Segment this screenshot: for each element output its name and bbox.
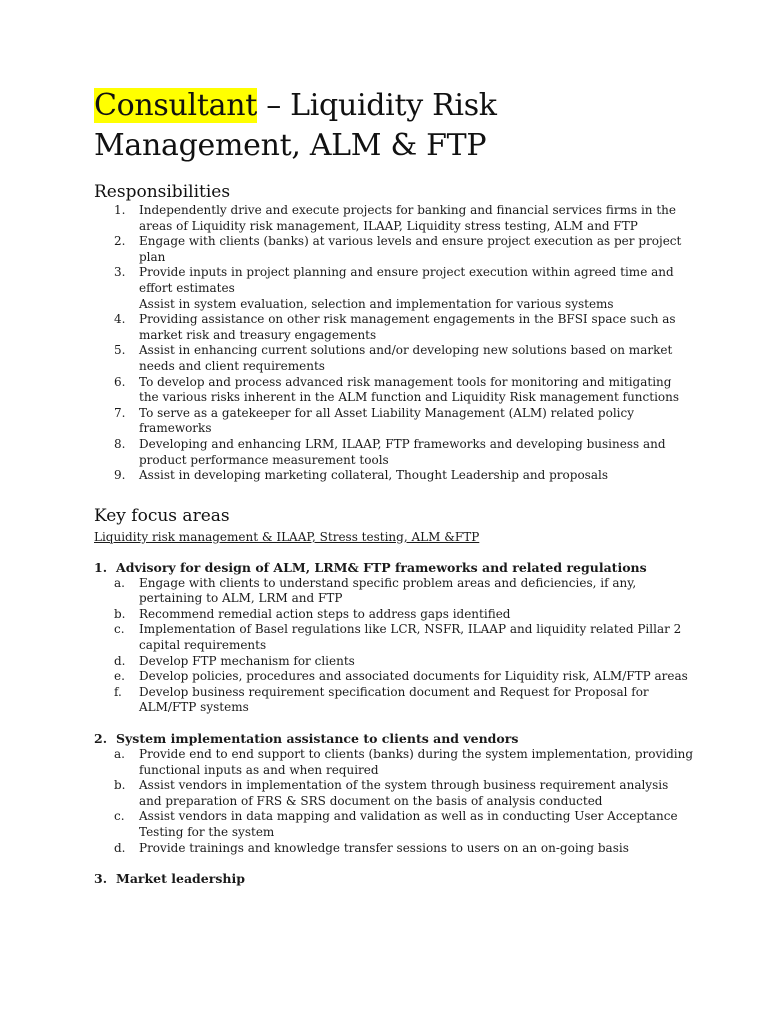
list-item <box>94 809 694 840</box>
list-item-letter: e. <box>114 669 125 684</box>
list-item-letter: a. <box>114 747 125 762</box>
list-item-text: Engage with clients (banks) at various levels and ensure project execution as per project plan <box>139 234 682 264</box>
list-item <box>94 841 694 857</box>
section-title-text: Market leadership <box>116 871 245 887</box>
list-item-text: Assist vendors in data mapping and validation as well as in conducting User Acceptance Testing for the system <box>139 809 678 839</box>
title-highlight: Consultant <box>94 88 257 123</box>
list-item-letter: f. <box>114 684 122 699</box>
list-item <box>94 343 694 374</box>
document-page <box>94 86 694 887</box>
list-item <box>94 622 694 653</box>
list-item-letter: a. <box>114 575 125 590</box>
list-item-letter: c. <box>114 622 125 637</box>
list-item-text: Assist in system evaluation, selection and implementation for various systems <box>139 296 614 311</box>
focus-item-list <box>94 576 694 716</box>
section-number: 1. <box>94 559 108 575</box>
list-item-number: 8. <box>114 436 126 451</box>
list-item-text: Provide inputs in project planning and ensure project execution within agreed time and effort estimates <box>139 265 674 295</box>
title-line1-rest: – Liquidity Risk <box>256 88 497 123</box>
section-number: 3. <box>94 871 108 887</box>
focus-section-title <box>94 559 694 576</box>
responsibilities-list <box>94 203 694 484</box>
list-item-letter: b. <box>114 778 126 793</box>
title-line2: Management, ALM & FTP <box>94 128 487 163</box>
list-item <box>94 654 694 670</box>
list-item-text: To serve as a gatekeeper for all Asset Liability Management (ALM) related policy frameworks <box>139 405 635 436</box>
focus-section <box>94 870 694 887</box>
list-item-number: 1. <box>114 203 126 217</box>
focus-item-list <box>94 747 694 856</box>
list-item-text: Develop policies, procedures and associated documents for Liquidity risk, ALM/FTP areas <box>139 669 688 684</box>
list-item <box>94 576 694 607</box>
list-item-letter: d. <box>114 840 126 855</box>
list-item-text: Develop business requirement specification document and Request for Proposal for ALM/FTP systems <box>139 684 649 715</box>
list-item-letter: c. <box>114 809 125 824</box>
responsibilities-heading: Responsibilities <box>94 182 231 202</box>
page-title <box>94 86 694 166</box>
list-item-number: 6. <box>114 374 126 389</box>
list-item-text: Engage with clients to understand specific problem areas and deficiencies, if any, pertaining to ALM, LRM and FTP <box>139 575 637 606</box>
list-item <box>94 778 694 809</box>
list-item-text: Provide trainings and knowledge transfer sessions to users on an on-going basis <box>139 840 629 855</box>
list-item-text: Providing assistance on other risk management engagements in the BFSI space such as market risk and treasury engagements <box>139 312 676 342</box>
list-item-letter: d. <box>114 653 126 668</box>
list-item <box>94 312 694 343</box>
list-item <box>94 297 694 313</box>
list-item-number: 5. <box>114 343 126 358</box>
list-item-number: 2. <box>114 234 126 249</box>
list-item-text: Developing and enhancing LRM, ILAAP, FTP frameworks and developing business and product performance measurement tools <box>139 436 666 467</box>
focus-section <box>94 559 694 716</box>
list-item <box>94 203 694 234</box>
key-focus-heading: Key focus areas <box>94 505 230 526</box>
list-item <box>94 468 694 484</box>
list-item <box>94 685 694 716</box>
list-item <box>94 234 694 265</box>
list-item-text: Assist in developing marketing collateral, Thought Leadership and proposals <box>139 468 608 483</box>
section-title-text: Advisory for design of ALM, LRM& FTP frameworks and related regulations <box>116 559 647 575</box>
list-item-text: Develop FTP mechanism for clients <box>139 653 355 668</box>
focus-section-title <box>94 870 694 887</box>
list-item-text: To develop and process advanced risk management tools for monitoring and mitigating the various risks inherent in the ALM function and Liquidity Risk management functions <box>139 374 680 405</box>
list-item <box>94 607 694 623</box>
list-item-text: Independently drive and execute projects for banking and financial services firms in the areas of Liquidity risk management, ILAAP, Liquidity stress testing, ALM and FTP <box>139 203 677 233</box>
list-item <box>94 437 694 468</box>
section-title-text: System implementation assistance to clients and vendors <box>116 731 519 747</box>
list-item <box>94 265 694 296</box>
focus-sections <box>94 559 694 888</box>
list-item-number: 3. <box>114 265 126 280</box>
section-number: 2. <box>94 731 108 747</box>
key-focus-subheading: Liquidity risk management & ILAAP, Stress testing, ALM &FTP <box>94 529 480 544</box>
list-item-text: Provide end to end support to clients (banks) during the system implementation, providing functional inputs as and when required <box>139 747 694 777</box>
list-item <box>94 406 694 437</box>
list-item-letter: b. <box>114 606 126 621</box>
list-item-number: 9. <box>114 468 126 483</box>
list-item-number: 4. <box>114 312 126 327</box>
list-item-text: Recommend remedial action steps to address gaps identified <box>139 606 511 621</box>
list-item <box>94 669 694 685</box>
list-item-number: 7. <box>114 405 126 420</box>
list-item-text: Assist in enhancing current solutions and/or developing new solutions based on market needs and client requirements <box>139 343 673 373</box>
list-item-text: Implementation of Basel regulations like LCR, NSFR, ILAAP and liquidity related Pillar 2 capital requirements <box>139 622 682 653</box>
list-item <box>94 747 694 778</box>
focus-section-title <box>94 730 694 747</box>
list-item-text: Assist vendors in implementation of the system through business requirement analysis and preparation of FRS & SRS document on the basis of analysis conducted <box>139 778 669 808</box>
list-item <box>94 375 694 406</box>
focus-section <box>94 730 694 856</box>
